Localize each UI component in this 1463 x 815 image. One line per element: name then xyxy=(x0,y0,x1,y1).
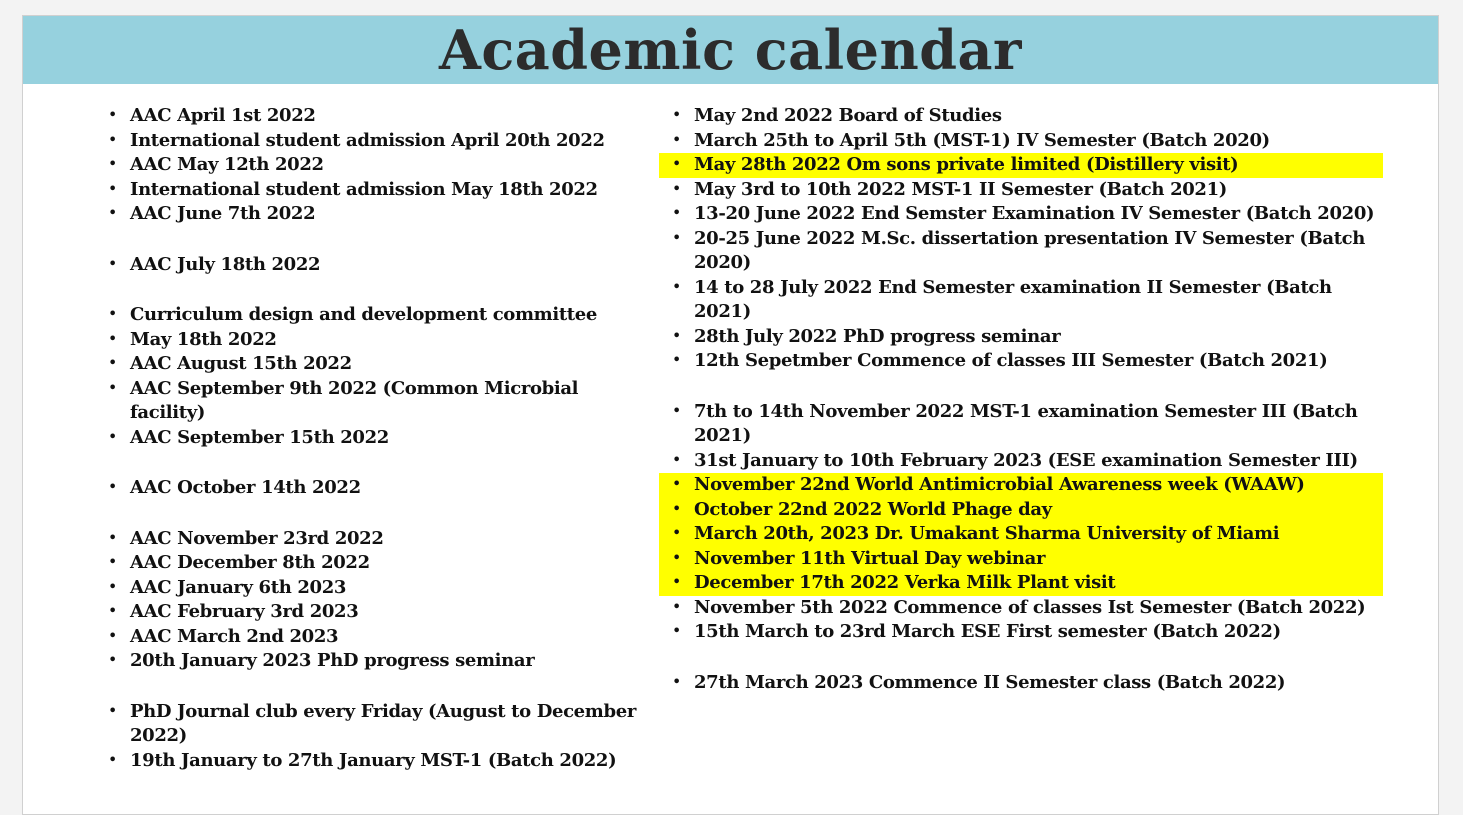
list-item: • May 18th 2022 xyxy=(95,328,655,353)
list-item: • 13-20 June 2022 End Semster Examination IV Semester (Batch 2020) xyxy=(659,202,1383,227)
bullet-icon: • xyxy=(672,452,681,468)
list-item: • May 2nd 2022 Board of Studies xyxy=(659,104,1383,129)
bullet-icon: • xyxy=(672,279,681,295)
list-item: • AAC July 18th 2022 xyxy=(95,253,655,278)
list-item: • AAC September 9th 2022 (Common Microbial facility) xyxy=(95,377,655,426)
bullet-icon: • xyxy=(108,132,117,148)
bullet-icon: • xyxy=(672,403,681,419)
bullet-icon: • xyxy=(108,530,117,546)
list-item: • PhD Journal club every Friday (August to December 2022) xyxy=(95,700,655,749)
list-item: • AAC April 1st 2022 xyxy=(95,104,655,129)
list-item: • AAC September 15th 2022 xyxy=(95,426,655,451)
bullet-icon: • xyxy=(672,575,681,590)
bullet-icon: • xyxy=(672,526,681,541)
highlighted-list-item: • November 11th Virtual Day webinar xyxy=(659,547,1383,572)
bullet-icon: • xyxy=(672,181,681,197)
list-item: • 7th to 14th November 2022 MST-1 examination Semester III (Batch 2021) xyxy=(659,400,1383,449)
list-item: • AAC March 2nd 2023 xyxy=(95,625,655,650)
list-item: • AAC November 23rd 2022 xyxy=(95,527,655,552)
bullet-icon: • xyxy=(672,108,681,123)
spacer xyxy=(95,450,655,476)
highlighted-list-item: • November 22nd World Antimicrobial Awareness week (WAAW) xyxy=(659,473,1383,498)
list-item: • 12th Sepetmber Commence of classes III Semester (Batch 2021) xyxy=(659,349,1383,374)
list-item: • Curriculum design and development committee xyxy=(95,303,655,328)
bullet-icon: • xyxy=(672,477,681,492)
list-item: • 28th July 2022 PhD progress seminar xyxy=(659,325,1383,350)
bullet-icon: • xyxy=(108,480,117,495)
bullet-icon: • xyxy=(672,599,681,615)
title-bar xyxy=(23,16,1438,84)
bullet-icon: • xyxy=(108,108,117,123)
list-item: • AAC January 6th 2023 xyxy=(95,576,655,601)
bullet-icon: • xyxy=(108,307,117,322)
list-item: • 20-25 June 2022 M.Sc. dissertation presentation IV Semester (Batch 2020) xyxy=(659,227,1383,276)
bullet-icon: • xyxy=(108,604,117,619)
list-item: • November 5th 2022 Commence of classes Ist Semester (Batch 2022) xyxy=(659,596,1383,621)
list-item: • AAC December 8th 2022 xyxy=(95,551,655,576)
list-item: • AAC May 12th 2022 xyxy=(95,153,655,178)
bullet-icon: • xyxy=(108,579,117,595)
page-title: Academic calendar xyxy=(439,18,1022,82)
spacer xyxy=(659,645,1383,671)
list-item: • AAC February 3rd 2023 xyxy=(95,600,655,625)
bullet-icon: • xyxy=(108,429,117,445)
bullet-icon: • xyxy=(108,628,117,644)
bullet-icon: • xyxy=(672,230,681,246)
list-item: • May 3rd to 10th 2022 MST-1 II Semester (Batch 2021) xyxy=(659,178,1383,203)
spacer xyxy=(659,374,1383,400)
bullet-icon: • xyxy=(672,206,681,221)
bullet-icon: • xyxy=(108,653,117,668)
highlighted-list-item: • December 17th 2022 Verka Milk Plant visit xyxy=(659,571,1383,596)
bullet-icon: • xyxy=(672,353,681,368)
list-item: • March 25th to April 5th (MST-1) IV Semester (Batch 2020) xyxy=(659,129,1383,154)
spacer xyxy=(95,227,655,253)
spacer xyxy=(95,674,655,700)
bullet-icon: • xyxy=(672,328,681,344)
left-column xyxy=(95,104,655,773)
list-item: • International student admission May 18th 2022 xyxy=(95,178,655,203)
bullet-icon: • xyxy=(108,256,117,272)
list-item: • 27th March 2023 Commence II Semester class (Batch 2022) xyxy=(659,671,1383,696)
list-item: • 14 to 28 July 2022 End Semester examination II Semester (Batch 2021) xyxy=(659,276,1383,325)
list-item: • 15th March to 23rd March ESE First semester (Batch 2022) xyxy=(659,620,1383,645)
list-item: • AAC June 7th 2022 xyxy=(95,202,655,227)
right-column xyxy=(659,104,1383,695)
list-item: • International student admission April 20th 2022 xyxy=(95,129,655,154)
list-item: • 19th January to 27th January MST-1 (Batch 2022) xyxy=(95,749,655,774)
bullet-icon: • xyxy=(108,752,117,768)
highlighted-list-item: • May 28th 2022 Om sons private limited (Distillery visit) xyxy=(659,153,1383,178)
bullet-icon: • xyxy=(108,703,117,719)
bullet-icon: • xyxy=(672,674,681,690)
bullet-icon: • xyxy=(108,380,117,396)
bullet-icon: • xyxy=(672,132,681,148)
bullet-icon: • xyxy=(108,331,117,347)
bullet-icon: • xyxy=(672,624,681,639)
list-item: • 31st January to 10th February 2023 (ESE examination Semester III) xyxy=(659,449,1383,474)
list-item: • AAC October 14th 2022 xyxy=(95,476,655,501)
highlighted-list-item: • October 22nd 2022 World Phage day xyxy=(659,498,1383,523)
bullet-icon: • xyxy=(672,550,681,566)
bullet-icon: • xyxy=(108,206,117,221)
bullet-icon: • xyxy=(108,555,117,570)
list-item: • AAC August 15th 2022 xyxy=(95,352,655,377)
spacer xyxy=(95,501,655,527)
bullet-icon: • xyxy=(108,356,117,371)
bullet-icon: • xyxy=(108,181,117,197)
highlighted-list-item: • March 20th, 2023 Dr. Umakant Sharma University of Miami xyxy=(659,522,1383,547)
list-item: • 20th January 2023 PhD progress seminar xyxy=(95,649,655,674)
slide xyxy=(22,15,1439,815)
bullet-icon: • xyxy=(672,157,681,172)
spacer xyxy=(95,277,655,303)
bullet-icon: • xyxy=(672,501,681,517)
bullet-icon: • xyxy=(108,157,117,172)
